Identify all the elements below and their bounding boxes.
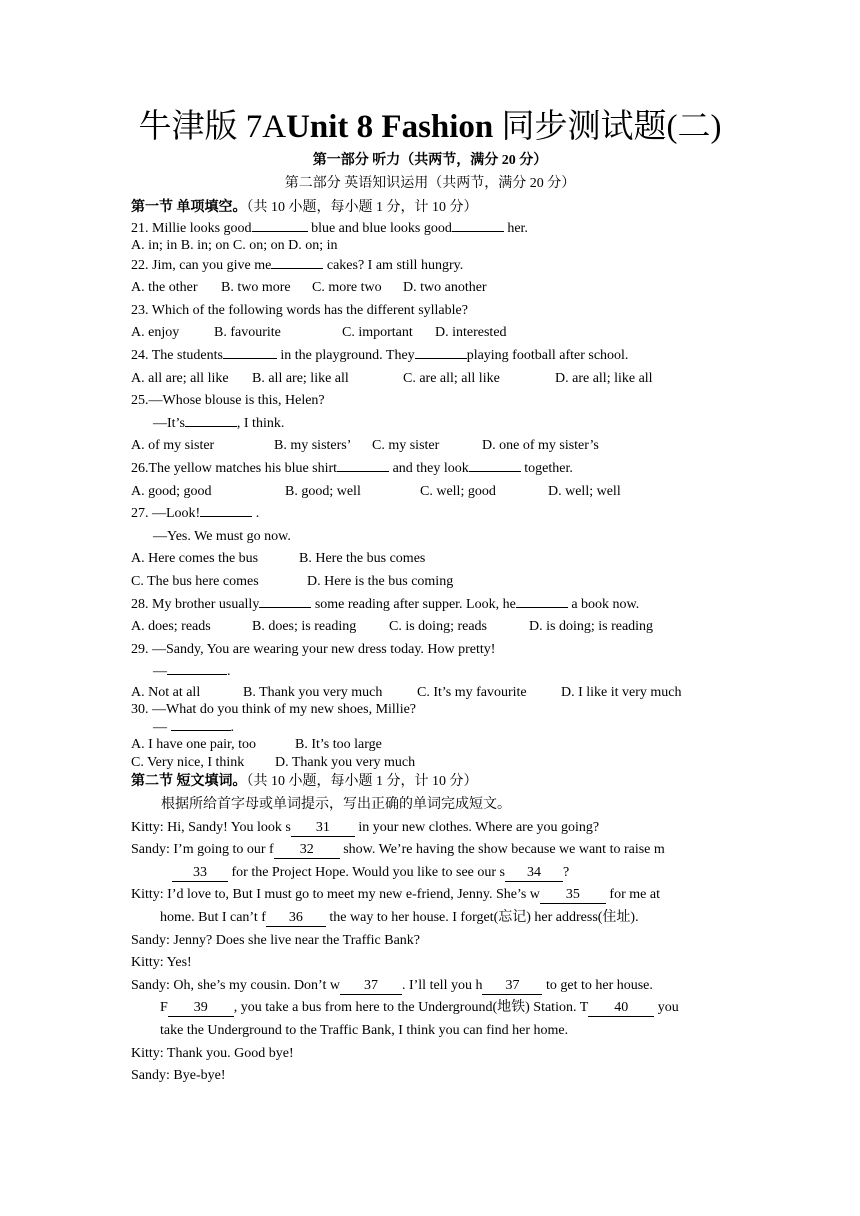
q27-reply-text: —Yes. We must go now. — [153, 528, 291, 544]
passage-6-text: Sandy: Jenny? Does she live near the Traffic Bank? — [131, 932, 421, 948]
q28-text-c: a book now. — [567, 596, 640, 612]
passage-4-text-b: for me at — [605, 887, 660, 903]
passage-1-text-a: Kitty: Hi, Sandy! You look s — [131, 819, 291, 835]
q27-text-a: 27. —Look! — [131, 506, 201, 522]
q27-option-a: A. Here comes the bus — [131, 551, 259, 567]
q22-option-d: D. two another — [403, 280, 487, 296]
question-21 — [131, 220, 731, 238]
q26-option-b: B. good; well — [285, 483, 361, 499]
q26-option-c: C. well; good — [420, 483, 496, 499]
passage-line-8 — [131, 975, 731, 998]
q28-option-a: A. does; reads — [131, 619, 211, 635]
q23-option-a: A. enjoy — [131, 325, 180, 341]
passage-line-12 — [131, 1065, 731, 1088]
q26-text-b: and they look — [389, 460, 469, 476]
passage-line-3 — [131, 862, 731, 885]
passage-line-2 — [131, 839, 731, 862]
q26-option-d: D. well; well — [548, 483, 621, 499]
q30-option-a: A. I have one pair, too — [131, 737, 257, 753]
q28-options — [131, 616, 731, 639]
q26-text-a: 26.The yellow matches his blue shirt — [131, 460, 338, 476]
q24-option-a: A. all are; all like — [131, 370, 229, 386]
q29-option-c: C. It’s my favourite — [417, 684, 527, 700]
q30-text: 30. —What do you think of my new shoes, Millie? — [131, 702, 417, 718]
passage-8-text-b: . I’ll tell you h — [401, 977, 483, 993]
question-26 — [131, 458, 731, 481]
q30-option-d: D. Thank you very much — [275, 754, 416, 770]
section2-title: 第二节 短文填词。 — [131, 774, 247, 790]
passage-line-9 — [131, 997, 731, 1020]
q30-blank[interactable] — [171, 730, 231, 731]
q29-option-d: D. I like it very much — [561, 684, 682, 700]
question-25-reply — [131, 413, 731, 436]
blank-34[interactable]: 34 — [505, 865, 563, 882]
passage-9-text-b: , you take a bus from here to the Underground(地铁) Station. T — [233, 1000, 589, 1016]
q25-reply-text-b: , I think. — [236, 415, 285, 431]
q29-reply-dash: — — [153, 664, 167, 680]
q30-option-b: B. It’s too large — [295, 737, 382, 753]
q21-text-b: blue and blue looks good — [307, 220, 452, 236]
q26-text-c: together. — [520, 460, 573, 476]
question-28 — [131, 594, 731, 617]
q26-option-a: A. good; good — [131, 483, 212, 499]
section1-title: 第一节 单项填空。 — [131, 200, 247, 215]
q24-text-b: in the playground. They — [276, 347, 415, 363]
q26-options — [131, 481, 731, 504]
q29-option-b: B. Thank you very much — [243, 684, 383, 700]
q24-blank-2[interactable] — [415, 358, 467, 359]
q22-option-c: C. more two — [312, 280, 382, 296]
part2-heading: 第二部分 英语知识运用（共两节，满分 20 分） — [284, 176, 576, 191]
question-22 — [131, 255, 731, 278]
blank-36[interactable]: 36 — [266, 910, 326, 927]
question-24 — [131, 345, 731, 368]
q22-blank[interactable] — [271, 268, 323, 269]
q22-text-a: 22. Jim, can you give me — [131, 257, 272, 273]
passage-2-text-b: show. We’re having the show because we want to raise m — [339, 842, 665, 858]
section2-instruction-text: 根据所给首字母或单词提示，写出正确的单词完成短文。 — [161, 796, 511, 812]
q28-blank-1[interactable] — [259, 607, 311, 608]
q25-option-b: B. my sisters’ — [274, 438, 352, 454]
q25-option-c: C. my sister — [372, 438, 440, 454]
q25-reply-text-a: —It’s — [153, 415, 185, 431]
passage-line-11 — [131, 1043, 731, 1066]
q22-options — [131, 277, 731, 300]
question-27 — [131, 503, 731, 526]
q27-option-c: C. The bus here comes — [131, 573, 259, 589]
q25-options — [131, 435, 731, 458]
q24-text-a: 24. The students — [131, 347, 223, 363]
q23-text: 23. Which of the following words has the different syllable? — [131, 302, 468, 318]
q22-option-b: B. two more — [221, 280, 291, 296]
q30-option-c: C. Very nice, I think — [131, 754, 245, 770]
q21-blank-1[interactable] — [252, 231, 308, 232]
passage-12-text: Sandy: Bye-bye! — [131, 1068, 226, 1084]
q29-text: 29. —Sandy, You are wearing your new dress today. How pretty! — [131, 641, 496, 657]
question-30 — [131, 701, 731, 719]
blank-32[interactable]: 32 — [274, 842, 340, 859]
question-27-reply — [131, 526, 731, 549]
section2-note: （共 10 小题，每小题 1 分，计 10 分） — [246, 774, 478, 790]
passage-5-text-b: the way to her house. I forget(忘记) her address(住址). — [325, 909, 639, 925]
q24-text-c: playing football after school. — [466, 347, 629, 363]
q30-options-row1 — [131, 736, 731, 754]
passage-8-text-c: to get to her house. — [542, 977, 653, 993]
passage-10-text: take the Underground to the Traffic Bank, I think you can find her home. — [160, 1022, 569, 1038]
question-25 — [131, 390, 731, 413]
q25-text: 25.—Whose blouse is this, Helen? — [131, 393, 325, 409]
q24-option-b: B. all are; like all — [252, 370, 349, 386]
passage-3-text-a: for the Project Hope. Would you like to see our s — [228, 864, 506, 880]
blank-37b[interactable]: 37 — [482, 978, 542, 995]
q24-options — [131, 368, 731, 391]
question-29-reply: — . — [153, 664, 231, 680]
q27-option-d: D. Here is the bus coming — [307, 573, 454, 589]
blank-37a[interactable]: 37 — [340, 978, 402, 995]
q28-text-b: some reading after supper. Look, he — [311, 596, 516, 612]
question-29 — [131, 639, 731, 662]
passage-line-10 — [131, 1020, 731, 1043]
q27-text-b: . — [252, 506, 260, 522]
q28-blank-2[interactable] — [516, 607, 568, 608]
q21-options-text: A. in; in B. in; on C. on; on D. on; in — [131, 238, 338, 254]
q29-options — [131, 684, 731, 702]
blank-40[interactable]: 40 — [588, 1000, 654, 1017]
q25-blank[interactable] — [185, 426, 237, 427]
q27-options-row2 — [131, 571, 731, 594]
q25-option-d: D. one of my sister’s — [482, 438, 599, 454]
question-30-reply: — . — [153, 719, 234, 735]
passage-line-6 — [131, 930, 731, 953]
passage-5-text-a: home. But I can’t f — [160, 909, 266, 925]
part1-heading: 第一部分 听力（共两节，满分 20 分） — [312, 153, 548, 168]
blank-39[interactable]: 39 — [168, 1000, 234, 1017]
passage-line-4 — [131, 884, 731, 907]
q23-option-c: C. important — [342, 325, 413, 341]
q28-option-d: D. is doing; is reading — [529, 619, 654, 635]
q22-option-a: A. the other — [131, 280, 198, 296]
passage-9-text-c: you — [654, 1000, 679, 1016]
passage-11-text: Kitty: Thank you. Good bye! — [131, 1045, 294, 1061]
q23-option-b: B. favourite — [214, 325, 281, 341]
passage-8-text-a: Sandy: Oh, she’s my cousin. Don’t w — [131, 977, 340, 993]
section1-heading — [131, 197, 731, 220]
q22-text-b: cakes? I am still hungry. — [323, 257, 464, 273]
q24-blank-1[interactable] — [223, 358, 277, 359]
q21-options — [131, 237, 731, 255]
blank-31[interactable]: 31 — [291, 820, 355, 837]
q25-option-a: A. of my sister — [131, 438, 215, 454]
blank-33[interactable]: 33 — [172, 865, 228, 882]
q29-blank[interactable] — [167, 674, 227, 675]
q23-options — [131, 322, 731, 345]
title-unit: Unit 8 Fashion — [286, 109, 494, 145]
passage-line-5 — [131, 907, 731, 930]
section2-instruction — [131, 794, 731, 817]
section1-note: （共 10 小题，每小题 1 分，计 10 分） — [246, 200, 478, 215]
passage-2-text-a: Sandy: I’m going to our f — [131, 842, 274, 858]
q21-text-a: 21. Millie looks good — [131, 220, 252, 236]
q26-blank-2[interactable] — [469, 471, 521, 472]
q21-blank-2[interactable] — [452, 231, 504, 232]
q30-options-row2 — [131, 754, 731, 772]
q28-option-c: C. is doing; reads — [389, 619, 487, 635]
worksheet-content — [131, 197, 731, 1088]
q30-reply-dash: — — [153, 719, 171, 735]
q26-blank-1[interactable] — [337, 471, 389, 472]
passage-4-text-a: Kitty: I’d love to, But I must go to meet my new e-friend, Jenny. She’s w — [131, 887, 540, 903]
passage-9-text-a: F — [160, 1000, 168, 1016]
question-23 — [131, 300, 731, 323]
q29-option-a: A. Not at all — [131, 684, 201, 700]
passage-line-7 — [131, 952, 731, 975]
q28-text-a: 28. My brother usually — [131, 596, 260, 612]
q28-option-b: B. does; is reading — [252, 619, 357, 635]
q24-option-c: C. are all; all like — [403, 370, 500, 386]
title-suffix: 同步测试题(二) — [501, 109, 722, 145]
q24-option-d: D. are all; like all — [555, 370, 653, 386]
section2-heading — [131, 771, 731, 794]
passage-3-text-b: ? — [563, 864, 570, 880]
blank-35[interactable]: 35 — [540, 887, 606, 904]
q27-options-row1 — [131, 548, 731, 571]
q27-blank[interactable] — [200, 516, 252, 517]
q23-option-d: D. interested — [435, 325, 507, 341]
q21-text-c: her. — [503, 220, 528, 236]
page-title — [0, 106, 860, 148]
q27-option-b: B. Here the bus comes — [299, 551, 426, 567]
passage-7-text: Kitty: Yes! — [131, 955, 192, 971]
title-prefix: 牛津版 7A — [138, 109, 287, 145]
passage-1-text-b: in your new clothes. Where are you going? — [354, 819, 600, 835]
passage-line-1 — [131, 817, 731, 840]
